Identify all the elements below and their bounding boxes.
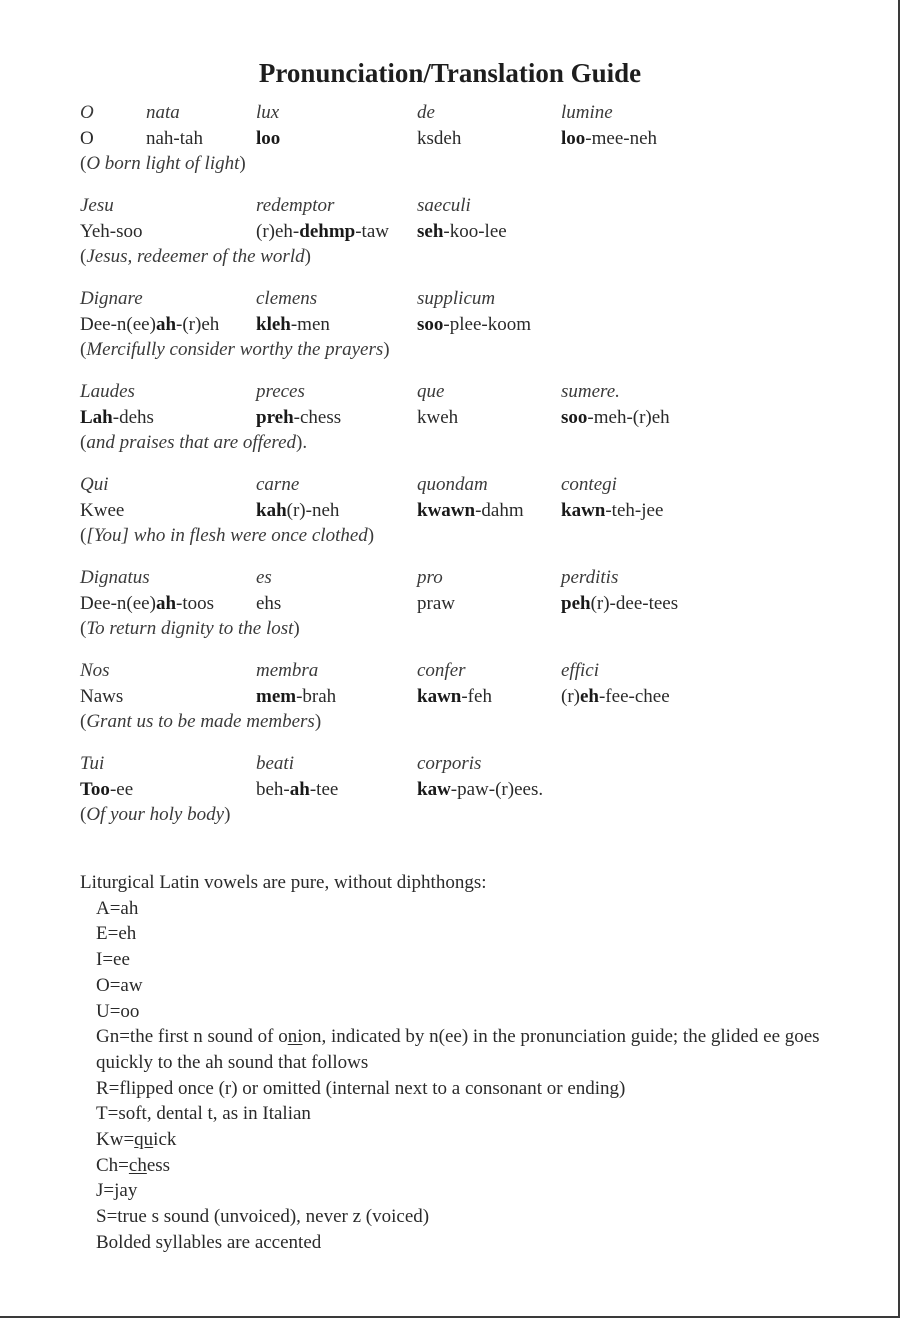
pronunciation-word [80, 498, 124, 524]
accented-syllable: preh [256, 406, 294, 428]
syllable: -dahm [475, 499, 524, 521]
notes-text: on, indicated by n(ee) in the pronunciation guide; the glided ee goes quickly to the ah sound that follows [96, 1026, 820, 1073]
paren-open: ( [80, 525, 87, 547]
underlined-letters: ni [287, 1026, 303, 1048]
notes-text: T=soft, dental t, as in Italian [96, 1103, 311, 1125]
syllable: -brah [296, 685, 337, 707]
pronunciation-row [80, 684, 880, 710]
pronunciation-word [256, 591, 281, 617]
pronunciation-word [80, 126, 94, 152]
syllable: Naws [80, 685, 124, 707]
latin-row [80, 100, 880, 126]
translation-text: Jesus, redeemer of the world [86, 246, 305, 268]
translation-row [80, 430, 880, 456]
syllable: Dee-n(ee) [80, 592, 156, 614]
latin-word: confer [417, 660, 466, 681]
accented-syllable: ah [289, 778, 310, 800]
latin-word: preces [256, 381, 305, 402]
notes-item [96, 1127, 870, 1153]
translation-text: To return dignity to the lost [86, 618, 294, 640]
syllable: (r)eh- [256, 220, 300, 242]
pronunciation-word [80, 405, 154, 431]
latin-word: redemptor [256, 195, 335, 216]
latin-row [80, 193, 880, 219]
translation-row [80, 151, 880, 177]
syllable: -fee-chee [598, 685, 670, 707]
latin-word: sumere. [561, 381, 620, 402]
latin-word: que [417, 381, 445, 402]
translation-text: [You] who in flesh were once clothed [86, 525, 368, 547]
translation-row [80, 616, 880, 642]
translation-text: O born light of light [86, 153, 240, 175]
notes-item [96, 1101, 870, 1127]
paren-close: ) [304, 246, 311, 268]
pronunciation-word [417, 312, 531, 338]
notes-item [96, 973, 870, 999]
notes-text: Kw= [96, 1129, 135, 1151]
verse-block [80, 193, 880, 270]
pronunciation-notes [80, 870, 870, 1256]
pronunciation-word [561, 684, 670, 710]
latin-word: es [256, 567, 272, 588]
pronunciation-word [561, 591, 678, 617]
accented-syllable: dehmp [299, 220, 356, 242]
paren-open: ( [80, 339, 87, 361]
notes-intro: Liturgical Latin vowels are pure, without diphthongs: [80, 872, 487, 893]
notes-list [80, 896, 870, 1256]
syllable: -toos [176, 592, 215, 614]
pronunciation-row [80, 126, 880, 152]
latin-word: quondam [417, 474, 488, 495]
notes-item [96, 1076, 870, 1102]
pronunciation-row [80, 498, 880, 524]
syllable: -men [290, 313, 330, 335]
latin-word: nata [146, 102, 180, 123]
latin-word: corporis [417, 753, 482, 774]
latin-word: Laudes [80, 381, 135, 402]
verse-block [80, 472, 880, 549]
accented-syllable: kawn [417, 685, 462, 707]
latin-word: carne [256, 474, 300, 495]
latin-word: supplicum [417, 288, 496, 309]
syllable: -dehs [112, 406, 154, 428]
notes-item [96, 1153, 870, 1179]
translation-row [80, 337, 880, 363]
pronunciation-word [256, 777, 338, 803]
pronunciation-row [80, 219, 880, 245]
paren-close: ) [383, 339, 390, 361]
pronunciation-word [80, 684, 123, 710]
accented-syllable: Too [80, 778, 110, 800]
translation-text: Grant us to be made members [86, 711, 315, 733]
notes-item [96, 921, 870, 947]
verse-block [80, 658, 880, 735]
pronunciation-word [80, 777, 133, 803]
syllable: -chess [293, 406, 342, 428]
latin-word: Dignare [80, 288, 143, 309]
syllable: Dee-n(ee) [80, 313, 156, 335]
accented-syllable: mem [256, 685, 297, 707]
notes-text: A=ah [96, 897, 139, 919]
pronunciation-word [417, 126, 461, 152]
syllable: (r) [561, 685, 580, 707]
latin-word: Tui [80, 753, 105, 774]
syllable: -meh-(r)eh [587, 406, 670, 428]
latin-word: Dignatus [80, 567, 150, 588]
pronunciation-word [256, 684, 336, 710]
accented-syllable: Lah [80, 406, 113, 428]
paren-open: ( [80, 711, 87, 733]
syllable: -plee-koom [443, 313, 531, 335]
paren-open: ( [80, 432, 87, 454]
accented-syllable: peh [561, 592, 591, 614]
paren-open: ( [80, 618, 87, 640]
pronunciation-word [561, 498, 663, 524]
pronunciation-word [256, 405, 341, 431]
pronunciation-word [146, 126, 203, 152]
translation-row [80, 802, 880, 828]
syllable: -teh-jee [605, 499, 664, 521]
notes-text: S=true s sound (unvoiced), never z (voiced) [96, 1206, 430, 1228]
accented-syllable: loo [256, 127, 281, 149]
pronunciation-row [80, 312, 880, 338]
pronunciation-word [417, 684, 492, 710]
syllable: ehs [256, 592, 282, 614]
syllable: -mee-neh [585, 127, 658, 149]
latin-word: de [417, 102, 435, 123]
pronunciation-word [561, 126, 657, 152]
syllable: Kwee [80, 499, 125, 521]
pronunciation-word [80, 312, 219, 338]
pronunciation-word [256, 498, 339, 524]
notes-item [96, 947, 870, 973]
underlined-letters: ch [128, 1154, 147, 1176]
latin-row [80, 379, 880, 405]
verse-block [80, 751, 880, 828]
syllable: -ee [109, 778, 134, 800]
notes-text: ick [153, 1129, 177, 1151]
pronunciation-row [80, 591, 880, 617]
syllable: (r)-neh [286, 499, 340, 521]
notes-text: R=flipped once (r) or omitted (internal next to a consonant or ending) [96, 1077, 626, 1099]
translation-row [80, 709, 880, 735]
accented-syllable: kwawn [417, 499, 476, 521]
latin-word: saeculi [417, 195, 471, 216]
latin-word: perditis [561, 567, 619, 588]
paren-open: ( [80, 804, 87, 826]
syllable: (r)-dee-tees [590, 592, 679, 614]
syllable: beh- [256, 778, 290, 800]
pronunciation-word [561, 405, 670, 431]
syllable: ksdeh [417, 127, 462, 149]
accented-syllable: kah [256, 499, 287, 521]
notes-text: J=jay [96, 1180, 138, 1202]
notes-item [96, 1178, 870, 1204]
verse-block [80, 379, 880, 456]
syllable: -taw [355, 220, 389, 242]
latin-word: pro [417, 567, 443, 588]
syllable: praw [417, 592, 455, 614]
translation-text: Mercifully consider worthy the prayers [86, 339, 384, 361]
latin-row [80, 472, 880, 498]
verse-block [80, 286, 880, 363]
notes-text: I=ee [96, 949, 130, 971]
page-title: Pronunciation/Translation Guide [258, 58, 642, 89]
latin-word: Nos [80, 660, 110, 681]
pronunciation-word [417, 777, 543, 803]
accented-syllable: soo [561, 406, 588, 428]
syllable: nah-tah [146, 127, 203, 149]
latin-word: membra [256, 660, 319, 681]
accented-syllable: ah [155, 592, 177, 614]
pronunciation-word [80, 591, 214, 617]
underlined-letters: qu [134, 1129, 154, 1151]
notes-item [96, 1204, 870, 1230]
paren-open: ( [80, 153, 87, 175]
accented-syllable: ah [155, 313, 177, 335]
accented-syllable: kleh [256, 313, 291, 335]
paren-close: ) [293, 618, 300, 640]
accented-syllable: soo [417, 313, 444, 335]
notes-text: ess [146, 1154, 171, 1176]
notes-text: Bolded syllables are accented [96, 1231, 322, 1253]
translation-text: and praises that are offered [86, 432, 297, 454]
translation-row [80, 523, 880, 549]
paren-close: ) [296, 432, 303, 454]
paren-close: ) [314, 711, 322, 733]
pronunciation-word [80, 219, 142, 245]
latin-word: contegi [561, 474, 617, 495]
syllable: O [80, 127, 94, 149]
notes-item [96, 896, 870, 922]
accented-syllable: kawn [561, 499, 606, 521]
latin-row [80, 658, 880, 684]
accented-syllable: eh [579, 685, 599, 707]
notes-text: Ch= [96, 1154, 129, 1176]
syllable: -koo-lee [443, 220, 507, 242]
latin-row [80, 751, 880, 777]
accented-syllable: kaw [417, 778, 451, 800]
translation-text: Of your holy body [86, 804, 225, 826]
verse-block [80, 100, 880, 177]
notes-item [96, 999, 870, 1025]
paren-close: ) [367, 525, 375, 547]
syllable: -feh [461, 685, 492, 707]
syllable: kweh [417, 406, 459, 428]
paren-close: ) [224, 804, 231, 826]
latin-word: lumine [561, 102, 613, 123]
pronunciation-word [256, 126, 280, 152]
accented-syllable: seh [417, 220, 444, 242]
pronunciation-word [417, 591, 455, 617]
latin-word: lux [256, 102, 280, 123]
latin-word: effici [561, 660, 599, 681]
latin-row [80, 565, 880, 591]
notes-text: Gn=the first n sound of o [96, 1026, 288, 1048]
latin-word: clemens [256, 288, 318, 309]
pronunciation-word [417, 498, 524, 524]
notes-text: E=eh [96, 923, 137, 945]
latin-word: beati [256, 753, 294, 774]
syllable: Yeh-soo [80, 220, 143, 242]
syllable: -paw-(r)ees. [450, 778, 544, 800]
syllable: -(r)eh [176, 313, 220, 335]
pronunciation-word [256, 219, 389, 245]
latin-word: O [80, 102, 94, 123]
notes-text: U=oo [96, 1000, 140, 1022]
syllable: -tee [309, 778, 339, 800]
pronunciation-row [80, 777, 880, 803]
paren-close: ) [239, 153, 246, 175]
paren-open: ( [80, 246, 87, 268]
accented-syllable: loo [561, 127, 586, 149]
notes-item [96, 1024, 870, 1075]
translation-suffix: . [302, 432, 308, 454]
notes-text: O=aw [96, 974, 143, 996]
pronunciation-word [417, 405, 458, 431]
notes-item [96, 1230, 870, 1256]
pronunciation-row [80, 405, 880, 431]
latin-row [80, 286, 880, 312]
verse-block [80, 565, 880, 642]
translation-row [80, 244, 880, 270]
pronunciation-word [417, 219, 507, 245]
latin-word: Qui [80, 474, 109, 495]
latin-word: Jesu [80, 195, 114, 216]
pronunciation-word [256, 312, 330, 338]
